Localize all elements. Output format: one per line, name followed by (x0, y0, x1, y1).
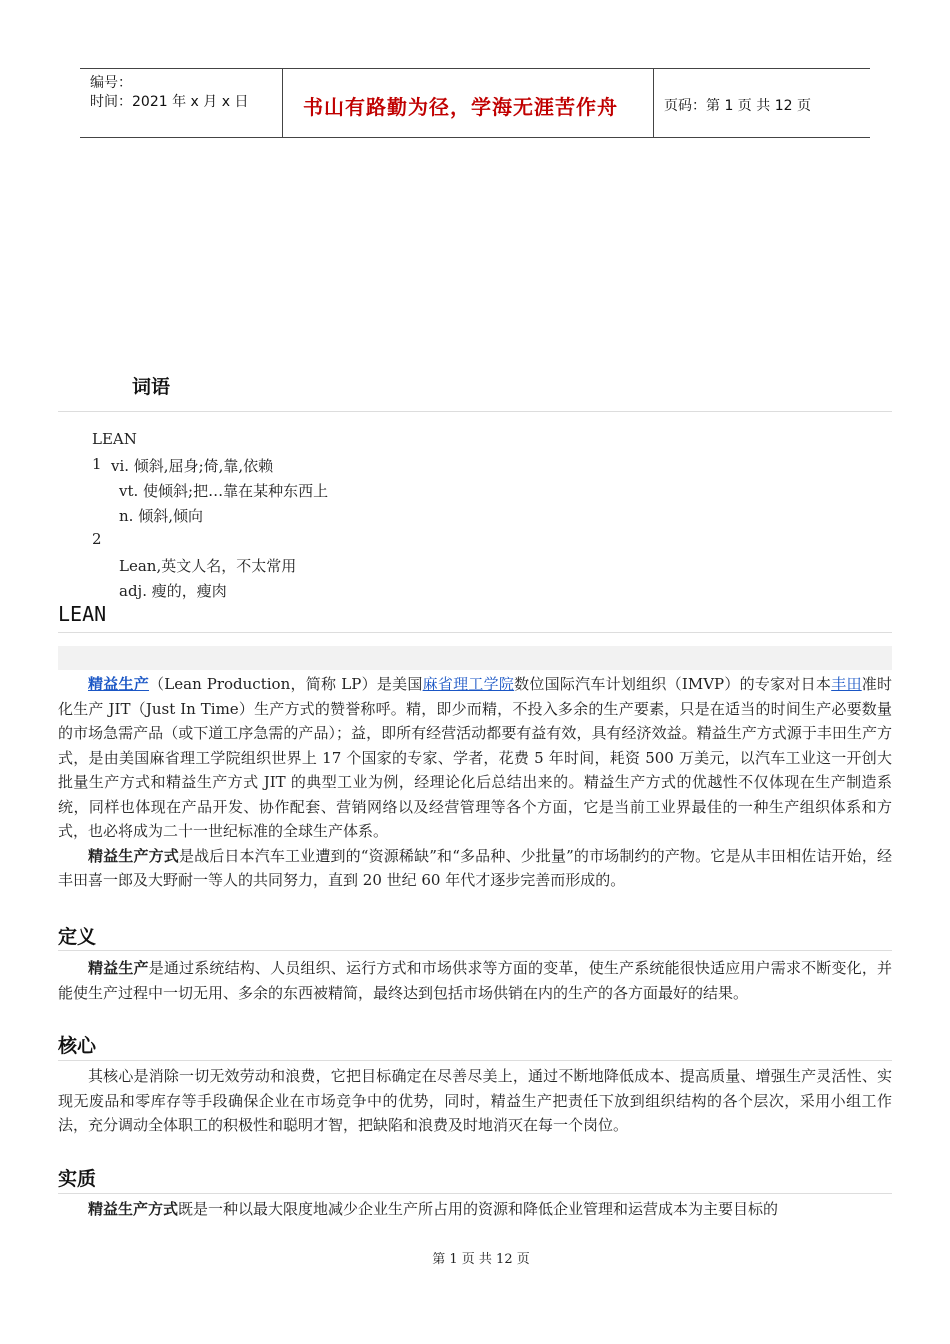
core-heading: 核心 (58, 1035, 97, 1057)
intro-block (58, 672, 892, 893)
header-meta-cell (80, 69, 283, 137)
footer-page-label: 第 1 页 共 12 页 (432, 1252, 530, 1267)
time-label: 时间：2021 年 x 月 x 日 (90, 94, 249, 110)
motto: 书山有路勤为径，学海无涯苦作舟 (303, 95, 618, 119)
definition-block (58, 956, 892, 1005)
lean-heading: LEAN (58, 602, 107, 626)
essence-block (58, 1197, 892, 1222)
intro-text-2: 是战后日本汽车工业遭到的“资源稀缺”和“多品种、少批量”的市场制约的产物。它是从丰田相佐诘开始，经丰田喜一郎及大野耐一等人的共同努力，直到 20 世纪 60 年代才逐步完善而形成的。 (58, 846, 892, 889)
header-motto-cell (283, 69, 654, 137)
intro-text-a: （Lean Production，简称 LP）是美国 (149, 675, 423, 693)
page-info: 页码：第 1 页 共 12 页 (664, 98, 811, 114)
sense2-num: 2 (92, 530, 102, 548)
toyota-link[interactable]: 丰田 (831, 675, 862, 693)
divider (58, 411, 892, 412)
sense2-adj: adj. 瘦的，瘦肉 (119, 582, 227, 600)
lean-production-link[interactable]: 精益生产 (88, 675, 150, 693)
divider (58, 632, 892, 633)
intro-text-b: 数位国际汽车计划组织（IMVP）的专家对日本 (514, 675, 832, 693)
divider (58, 1060, 892, 1061)
core-paragraph: 其核心是消除一切无效劳动和浪费，它把目标确定在尽善尽美上，通过不断地降低成本、提高质量、增强生产灵活性、实现无废品和零库存等手段确保企业在市场竞争中的优势，同时，精益生产把责任下放到组织结构的各个层次，采用小组工作法，充分调动全体职工的积极性和聪明才智，把缺陷和浪费及时地消灭在每一个岗位。 (58, 1067, 892, 1134)
essence-paragraph (58, 1197, 892, 1222)
words-heading: 词语 (132, 376, 171, 398)
definition-paragraph (58, 956, 892, 1005)
essence-bold-term: 精益生产方式 (88, 1200, 179, 1218)
mit-link[interactable]: 麻省理工学院 (422, 675, 515, 693)
essence-heading: 实质 (58, 1168, 97, 1190)
intro-bold-term: 精益生产方式 (88, 846, 179, 865)
definition-heading: 定义 (58, 926, 97, 948)
sense1-vi: vi. 倾斜,屈身;倚,靠,依赖 (111, 457, 274, 475)
core-block (58, 1064, 892, 1138)
header-page-cell (654, 69, 870, 137)
divider (58, 1193, 892, 1194)
intro-paragraph-1 (58, 672, 892, 844)
term: LEAN (92, 430, 137, 448)
definition-text: 是通过系统结构、人员组织、运行方式和市场供求等方面的变革，使生产系统能很快适应用户需求不断变化，并能使生产过程中一切无用、多余的东西被精简，最终达到包括市场供销在内的生产的各方面最好的结果。 (58, 959, 892, 1002)
sense1-n: n. 倾斜,倾向 (119, 507, 203, 525)
sense1-vt: vt. 使倾斜;把…靠在某种东西上 (119, 482, 329, 500)
essence-text: 既是一种以最大限度地减少企业生产所占用的资源和降低企业管理和运营成本为主要目标的 (178, 1200, 779, 1218)
sense2-name: Lean,英文人名，不太常用 (119, 557, 297, 575)
definition-bold-term: 精益生产 (88, 959, 149, 977)
sense1-num: 1 (92, 455, 102, 473)
document-header (80, 68, 870, 138)
intro-text-c: 准时化生产 JIT（Just In Time）生产方式的赞誉称呼。精，即少而精，不投入多余的生产要素，只是在适当的时间生产必要数量的市场急需产品（或下道工序急需的产品）；益，即所有经营活动都要有益有效，具有经济效益。精益生产方式源于丰田生产方式，是由美国麻省理工学院组织世界上 17 个国家的专家、学者，花费 5 年时间，耗资 500 万美元，以汽车工业这一开创大批量生产方式和精益生产方式 JIT 的典型工业为例，经理论化后总结出来的。精益生产方式的优越性不仅体现在生产制造系统，同样也体现在产品开发、协作配套、营销网络以及经营管理等各个方面，它是当前工业界最佳的一种生产组织体系和方式，也必将成为二十一世纪标准的全球生产体系。 (58, 675, 892, 840)
shaded-band (58, 646, 892, 670)
intro-paragraph-2 (58, 844, 892, 893)
page-footer (0, 1248, 950, 1267)
number-label: 编号： (90, 75, 132, 91)
divider (58, 950, 892, 951)
